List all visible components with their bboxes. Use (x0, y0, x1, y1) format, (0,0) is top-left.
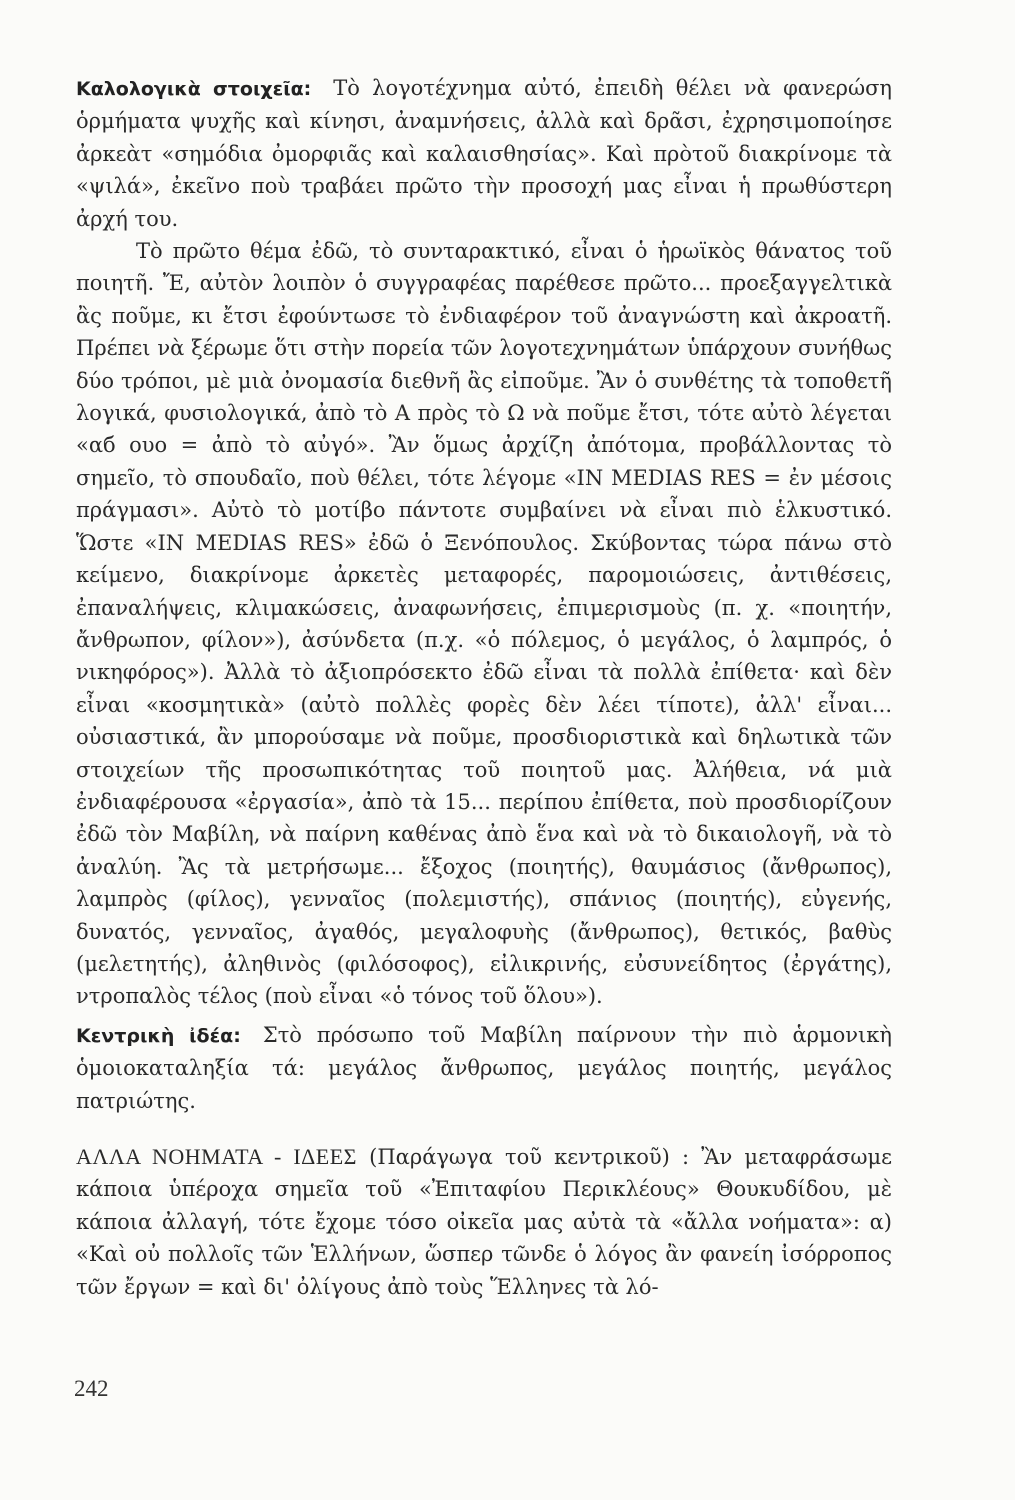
other-ideas-text: (Παράγωγα τοῦ κεντρικοῦ) : Ἂν μεταφράσωμε κάποια ὑπέροχα σημεῖα τοῦ «Ἐπιταφίου Περικλέους» Θουκυδίδου, μὲ κάποια ἀλλαγή, τότε ἔχομε τόσο οἰκεῖα μας αὐτὰ τὰ «ἄλλα νοήματα»: α) «Καὶ οὐ πολλοῖς τῶν Ἑλλήνων, ὥσπερ τῶνδε ὁ λόγος ἂν φανείη ἰσόρροπος τῶν ἔργων = καὶ δι' ὀλίγους ἀπὸ τοὺς Ἕλληνες τὰ λό- (76, 1145, 892, 1299)
page-number: 242 (74, 1376, 109, 1401)
page-content (76, 72, 892, 1303)
section-heading-other: ΑΛΛΑ ΝΟΗΜΑΤΑ - ΙΔΕΕΣ (76, 1144, 357, 1169)
section-aesthetic-elements (76, 72, 892, 235)
section-other-ideas (76, 1141, 892, 1303)
section-heading-central: Κεντρικὴ ἰδέα: (76, 1024, 241, 1047)
paragraph-main-analysis (76, 235, 892, 1013)
aesthetic-body-text: Τὸ πρῶτο θέμα ἐδῶ, τὸ συνταρακτικό, εἶναι ὁ ἡρωϊκὸς θάνατος τοῦ ποιητῆ. Ἔ, αὐτὸν λοιπὸν ὁ συγγραφέας παρέθεσε πρῶτο... προεξαγγελτικὰ ἂς ποῦμε, κι ἔτσι ἐφούντωσε τὸ ἐνδιαφέρον τοῦ ἀναγνώστη καὶ ἀκροατῆ. Πρέπει νὰ ξέρωμε ὅτι στὴν πορεία τῶν λογοτεχνημάτων ὑπάρχουν συνήθως δύο τρόποι, μὲ μιὰ ὀνομασία διεθνῆ ἂς εἰποῦμε. Ἂν ὁ συνθέτης τὰ τοποθετῆ λογικά, φυσιολογικά, ἀπὸ τὸ Α πρὸς τὸ Ω νὰ ποῦμε ἔτσι, τότε αὐτὸ λέγεται «αб ουο = ἀπὸ τὸ αὐγό». Ἂν ὅμως ἀρχίζη ἀπότομα, προβάλλοντας τὸ σημεῖο, τὸ σπουδαῖο, ποὺ θέλει, τότε λέγομε «IN MEDIAS RES = ἐν μέσοις πράγμασι». Αὐτὸ τὸ μοτίβο πάντοτε συμβαίνει νὰ εἶναι πιὸ ἑλκυστικό. Ὥστε «IN MEDIAS RES» ἐδῶ ὁ Ξενόπουλος. Σκύβοντας τώρα πάνω στὸ κείμενο, διακρίνομε ἀρκετὲς μεταφορές, παρομοιώσεις, ἀντιθέσεις, ἐπαναλήψεις, κλιμακώσεις, ἀναφωνήσεις, ἐπιμερισμοὺς (π. χ. «ποιητήν, ἄνθρωπον, φίλον»), ἀσύνδετα (π.χ. «ὁ πόλεμος, ὁ μεγάλος, ὁ λαμπρός, ὁ νικηφόρος»). Ἀλλὰ τὸ ἀξιοπρόσεκτο ἐδῶ εἶναι τὰ πολλὰ ἐπίθετα· καὶ δὲν εἶναι «κοσμητικὰ» (αὐτὸ πολλὲς φορὲς δὲν λέει τίποτε), ἀλλ' εἶναι... οὐσιαστικά, ἂν μπορούσαμε νὰ ποῦμε, προσδιοριστικὰ καὶ δηλωτικὰ τῶν στοιχείων τῆς προσωπικότητας τοῦ ποιητοῦ μας. Ἀλήθεια, νά μιὰ ἐνδιαφέρουσα «ἐργασία», ἀπὸ τὰ 15... περίπου ἐπίθετα, ποὺ προσδιορίζουν ἐδῶ τὸν Μαβίλη, νὰ παίρνη καθένας ἀπὸ ἕνα καὶ νὰ τὸ δικαιολογῆ, νὰ τὸ ἀναλύη. Ἂς τὰ μετρήσωμε... ἔξοχος (ποιητής), θαυμάσιος (ἄνθρωπος), λαμπρὸς (φίλος), γενναῖος (πολεμιστής), σπάνιος (ποιητής), εὐγενής, δυνατός, γενναῖος, ἀγαθός, μεγαλοφυὴς (ἄνθρωπος), θετικός, βαθὺς (μελετητής), ἀληθινὸς (φιλόσοφος), εἰλικρινής, εὐσυνείδητος (ἐργάτης), ντροπαλὸς τέλος (ποὺ εἶναι «ὁ τόνος τοῦ ὅλου»). (76, 239, 892, 1009)
central-idea-text: Στὸ πρόσωπο τοῦ Μαβίλη παίρνουν τὴν πιὸ ἁρμονικὴ ὁμοιοκαταληξία τά: μεγάλος ἄνθρωπος, μεγάλος ποιητής, μεγάλος πατριώτης. (76, 1022, 892, 1113)
aesthetic-intro-text: Τὸ λογοτέχνημα αὐτό, ἐπειδὴ θέλει νὰ φανερώση ὁρμήματα ψυχῆς καὶ κίνησι, ἀναμνήσεις, ἀλλὰ καὶ δρᾶσι, ἐχρησιμοποίησε ἀρκεὰτ «σημόδια ὀμορφιᾶς καὶ καλαισθησίας». Καὶ πρὸτοῦ διακρίνομε τὰ «ψιλά», ἐκεῖνο ποὺ τραβάει πρῶτο τὴν προσοχή μας εἶναι ἡ πρωθύστερη ἀρχή του. (76, 76, 892, 231)
section-heading-aesthetic: Καλολογικὰ στοιχεῖα: (76, 78, 312, 100)
section-central-idea (76, 1019, 892, 1117)
